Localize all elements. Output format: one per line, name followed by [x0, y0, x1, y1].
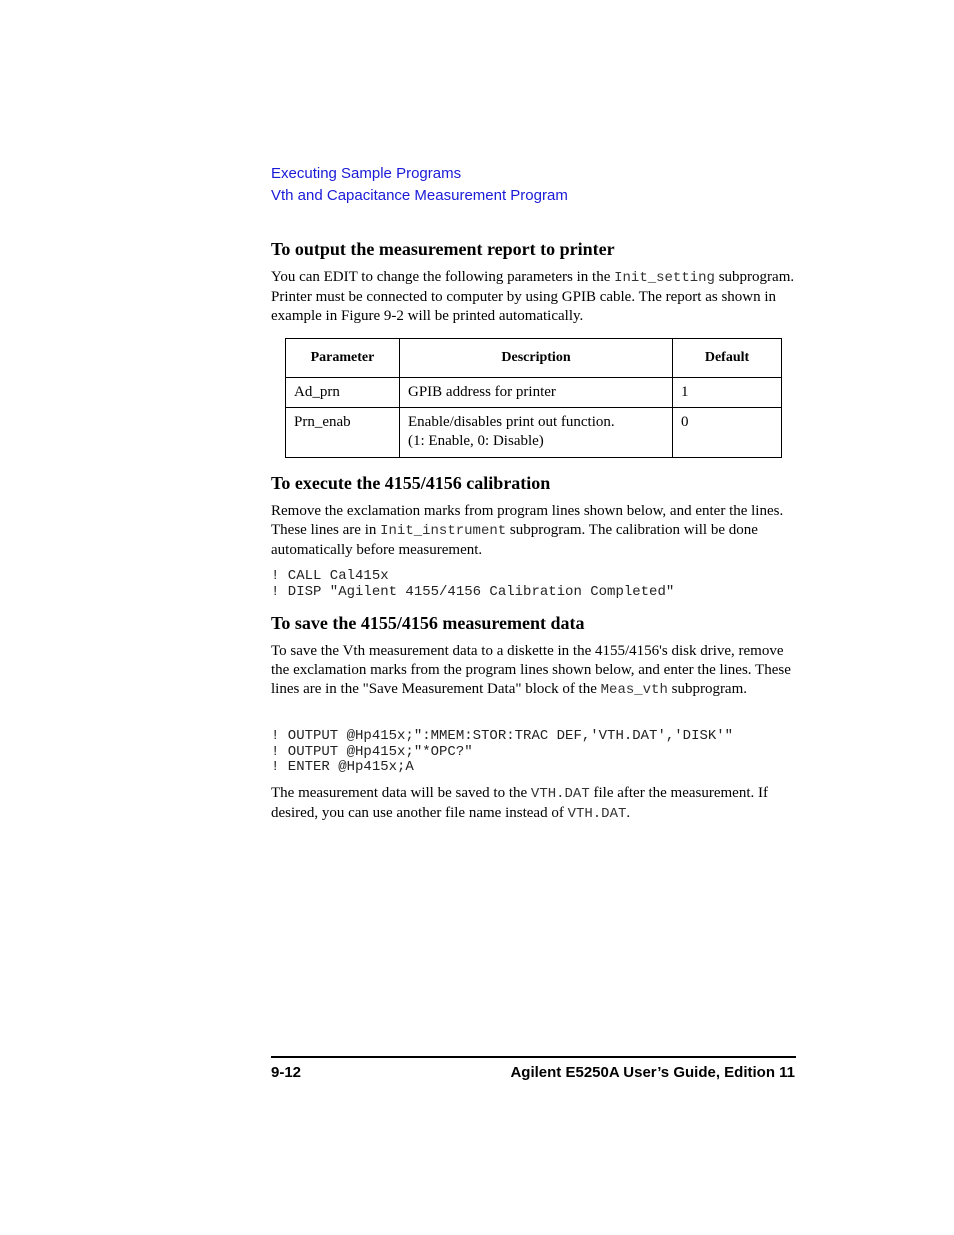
- code-block-calibration: [271, 569, 674, 600]
- breadcrumb-chapter[interactable]: Executing Sample Programs: [271, 165, 462, 182]
- table-header-row: [286, 339, 782, 378]
- cell-parameter: Prn_enab: [286, 408, 400, 458]
- code-init-setting: Init_setting: [614, 270, 715, 286]
- cell-description: Enable/disables print out function. (1: Enable, 0: Disable): [400, 408, 673, 458]
- cell-description: GPIB address for printer: [400, 378, 673, 408]
- heading-save: To save the 4155/4156 measurement data: [271, 613, 585, 633]
- cell-parameter: Ad_prn: [286, 378, 400, 408]
- heading-calibration: To execute the 4155/4156 calibration: [271, 473, 551, 493]
- code-meas-vth: Meas_vth: [600, 682, 668, 698]
- breadcrumb-section[interactable]: Vth and Capacitance Measurement Program: [271, 187, 568, 204]
- code-line: ! OUTPUT @Hp415x;"*OPC?": [271, 743, 473, 760]
- code-line: ! DISP "Agilent 4155/4156 Calibration Completed": [271, 583, 675, 600]
- heading-printer: To output the measurement report to printer: [271, 239, 615, 259]
- page-number: 9-12: [271, 1064, 302, 1081]
- code-line: ! ENTER @Hp415x;A: [271, 759, 414, 775]
- code-vth-dat: VTH.DAT: [567, 806, 627, 822]
- footer-title: Agilent E5250A User’s Guide, Edition 11: [510, 1064, 795, 1081]
- paragraph-calibration: Remove the exclamation marks from program lines shown below, and enter the lines. These lines are in Init_instrument subprogram. The calibration will be done automatically before measurement.: [271, 503, 784, 558]
- code-vth-dat: VTH.DAT: [530, 786, 590, 802]
- code-block-save: [271, 729, 733, 776]
- code-line: ! OUTPUT @Hp415x;":MMEM:STOR:TRAC DEF,'VTH.DAT','DISK'": [271, 728, 734, 744]
- footer-rule: [271, 1056, 796, 1058]
- table-row: [286, 378, 782, 408]
- cell-default: 0: [673, 408, 782, 458]
- header-description: Description: [400, 339, 673, 378]
- header-default: Default: [673, 339, 782, 378]
- paragraph-printer: You can EDIT to change the following parameters in the Init_setting subprogram. Printer must be connected to computer by using GPIB cable. The report as shown in example in Figure 9-2 will be printed automatically.: [271, 269, 795, 324]
- header-parameter: Parameter: [286, 339, 400, 378]
- code-line: ! CALL Cal415x: [271, 568, 389, 584]
- cell-default: 1: [673, 378, 782, 408]
- parameter-table: [285, 338, 782, 458]
- paragraph-save-closing: The measurement data will be saved to the VTH.DAT file after the measurement. If desired, you can use another file name instead of VTH.DAT.: [271, 785, 768, 822]
- table-row: [286, 408, 782, 458]
- paragraph-save: To save the Vth measurement data to a diskette in the 4155/4156's disk drive, remove the exclamation marks from the program lines shown below, and enter the lines. These lines are in the "Save Measurement Data" block of the Meas_vth subprogram.: [271, 643, 791, 698]
- code-init-instrument: Init_instrument: [380, 523, 507, 539]
